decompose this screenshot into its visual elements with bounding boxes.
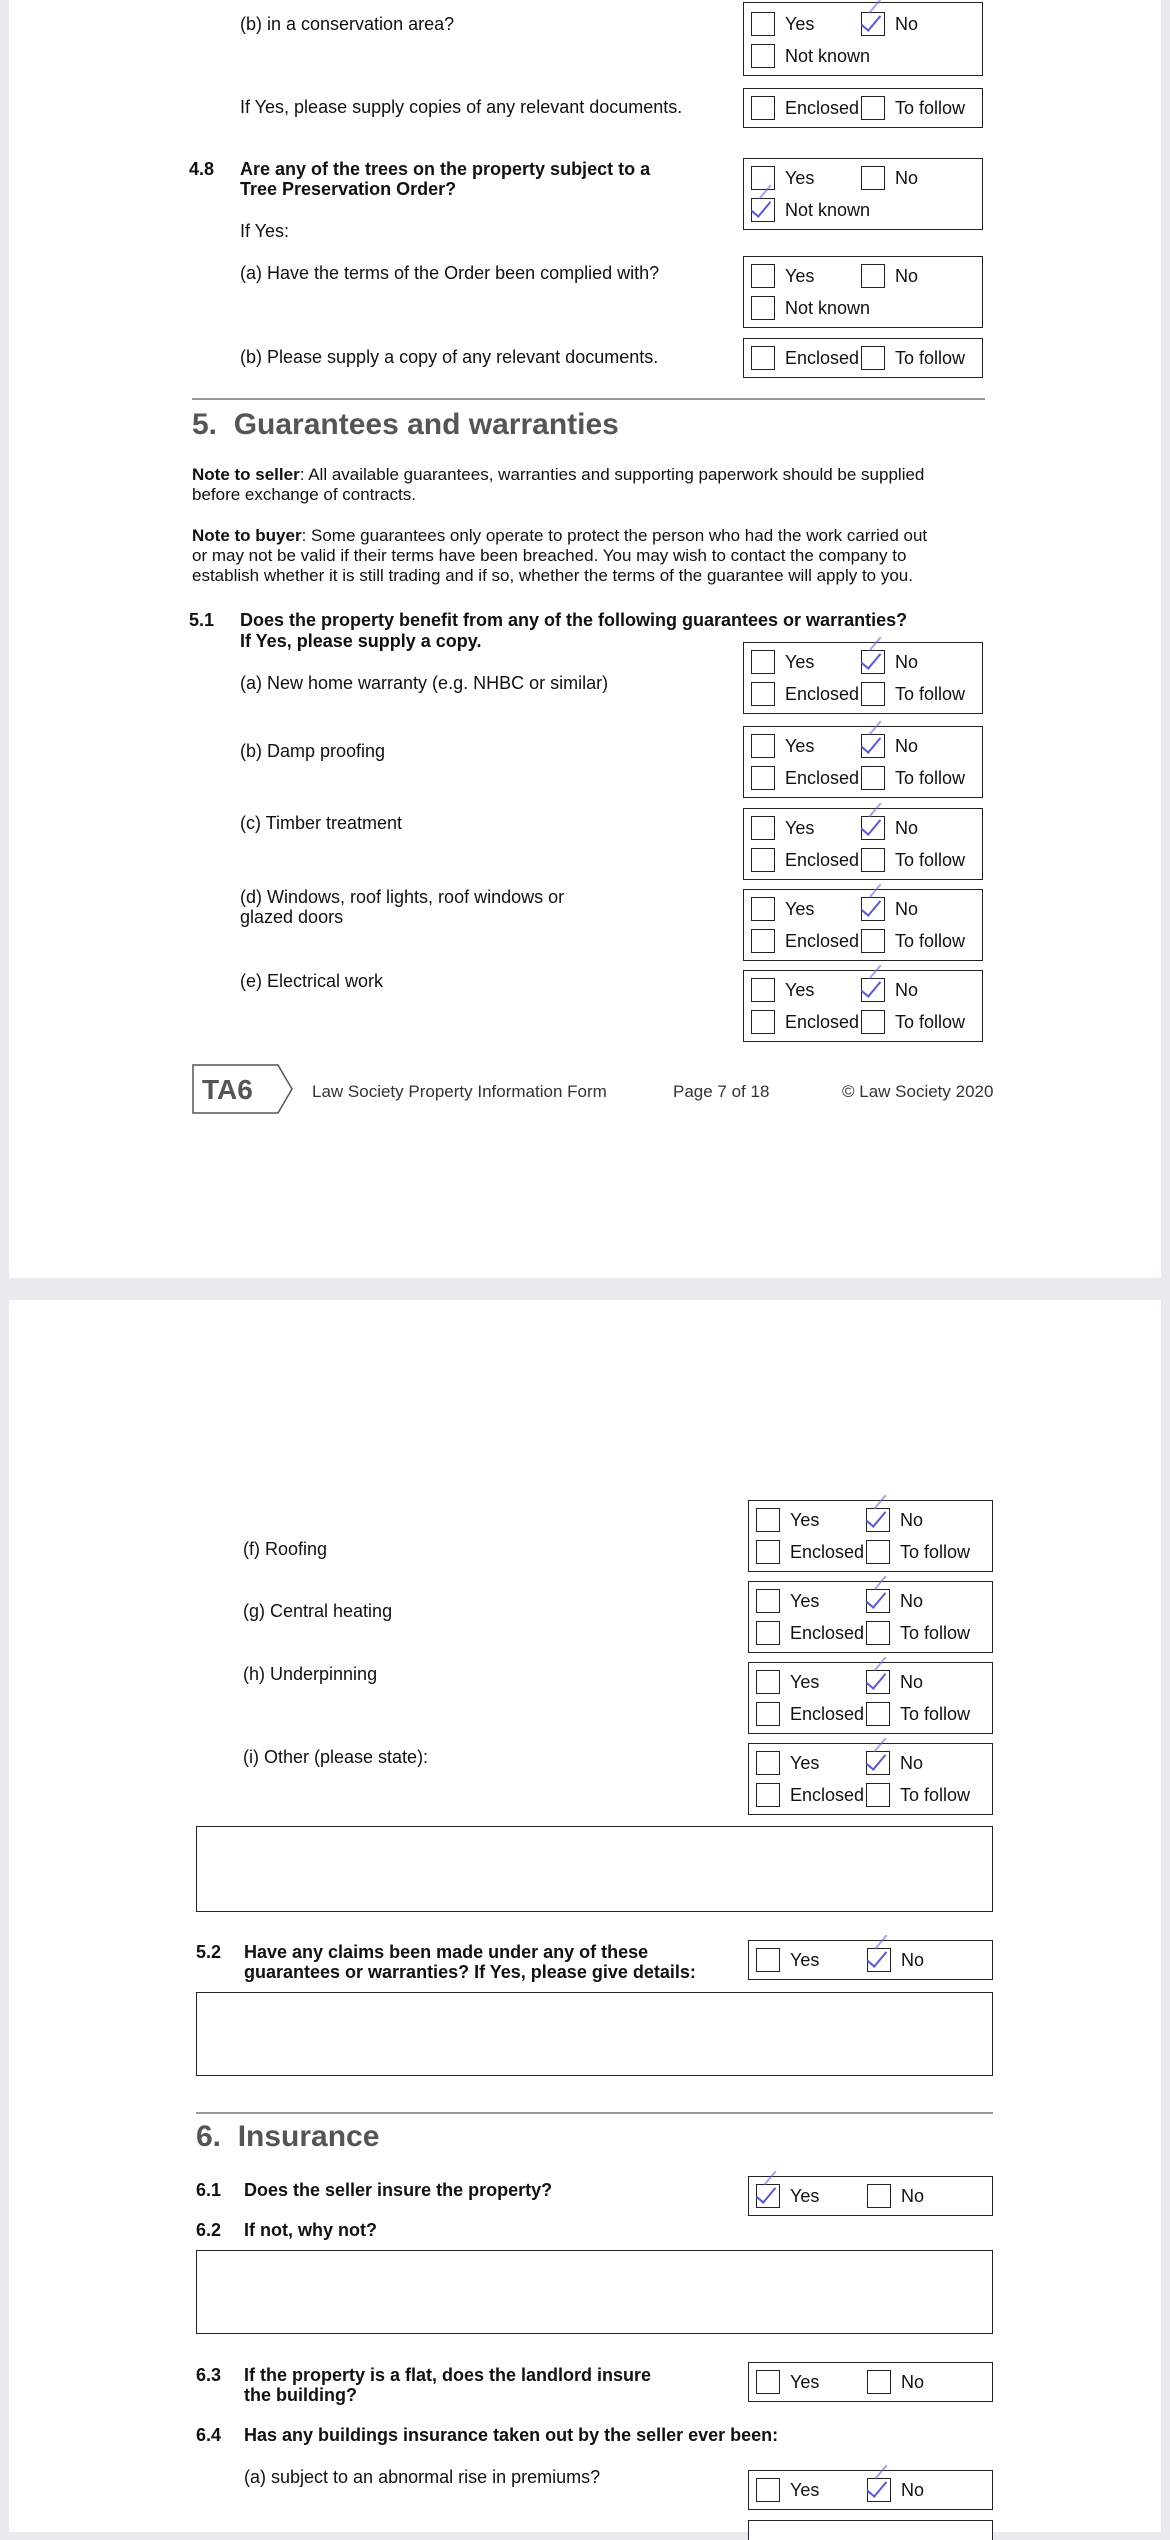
- other-guarantee-details-field[interactable]: [196, 1826, 993, 1912]
- form-page-7: [9, 0, 1161, 1278]
- checkbox[interactable]: [751, 978, 775, 1002]
- q5-1-number: 5.1: [189, 610, 215, 630]
- q4-8a-label: (a) Have the terms of the Order been complied with?: [240, 263, 660, 283]
- guarantee-yes[interactable]: Yes: [756, 1508, 819, 1532]
- q4-8-no[interactable]: No: [861, 166, 918, 190]
- checkbox[interactable]: [756, 1948, 780, 1972]
- checkbox[interactable]: [756, 2478, 780, 2502]
- guarantee-yes[interactable]: Yes: [756, 1589, 819, 1613]
- q6-3-no[interactable]: No: [867, 2370, 924, 2394]
- q4-8b-enclosed[interactable]: Enclosed: [751, 346, 859, 370]
- guarantee-item-label: (i) Other (please state):: [243, 1747, 429, 1767]
- q4-8-not-known[interactable]: Not known: [751, 198, 870, 222]
- guarantee-item-label: (b) Damp proofing: [240, 741, 386, 761]
- q6-4-number: 6.4: [196, 2425, 222, 2445]
- guarantee-enclosed[interactable]: Enclosed: [756, 1702, 864, 1726]
- guarantee-yes[interactable]: Yes: [751, 650, 814, 674]
- q6-2-text: If not, why not?: [244, 2220, 377, 2240]
- checkbox[interactable]: [751, 848, 775, 872]
- checkbox[interactable]: [866, 1783, 890, 1807]
- guarantee-no[interactable]: No: [866, 1508, 923, 1532]
- checkbox[interactable]: [756, 1670, 780, 1694]
- checkbox-checked[interactable]: [861, 978, 885, 1002]
- q4-8a-yes[interactable]: Yes: [751, 264, 814, 288]
- q4-8a-no[interactable]: No: [861, 264, 918, 288]
- claims-details-field[interactable]: [196, 1992, 993, 2076]
- guarantee-to-follow[interactable]: To follow: [866, 1702, 970, 1726]
- guarantee-to-follow[interactable]: To follow: [861, 766, 965, 790]
- guarantee-yes[interactable]: Yes: [756, 1751, 819, 1775]
- q6-1-no[interactable]: No: [867, 2184, 924, 2208]
- guarantee-yes[interactable]: Yes: [751, 978, 814, 1002]
- q5-1-question-line1: Does the property benefit from any of the following guarantees or warranties?: [240, 610, 908, 630]
- checkbox[interactable]: [751, 166, 775, 190]
- guarantee-no[interactable]: No: [861, 897, 918, 921]
- checkbox[interactable]: [861, 929, 885, 953]
- q4-8-number: 4.8: [189, 159, 215, 179]
- checkbox[interactable]: [751, 816, 775, 840]
- q4-8-question-line2: Tree Preservation Order?: [240, 179, 457, 199]
- footer-copyright: © Law Society 2020: [842, 1082, 994, 1101]
- guarantee-item-label: (d) Windows, roof lights, roof windows or: [240, 887, 565, 907]
- checkbox-checked[interactable]: [861, 897, 885, 921]
- section-6-heading: 6. Insurance: [196, 2120, 380, 2153]
- q4-8-if-yes: If Yes:: [240, 221, 290, 241]
- checkbox-checked[interactable]: [861, 12, 885, 36]
- q4-7-docs-enclosed[interactable]: Enclosed: [751, 96, 859, 120]
- q6-3-yes[interactable]: Yes: [756, 2370, 819, 2394]
- q4-8b-label: (b) Please supply a copy of any relevant documents.: [240, 347, 659, 367]
- checkbox[interactable]: [866, 1621, 890, 1645]
- section-divider: [196, 2112, 993, 2114]
- checkbox[interactable]: [751, 96, 775, 120]
- checkbox[interactable]: [756, 1751, 780, 1775]
- checkbox-checked[interactable]: [756, 2184, 780, 2208]
- guarantee-enclosed[interactable]: Enclosed: [751, 1010, 859, 1034]
- checkbox[interactable]: [866, 1540, 890, 1564]
- guarantee-no[interactable]: No: [861, 650, 918, 674]
- guarantee-yes[interactable]: Yes: [751, 816, 814, 840]
- section-divider: [192, 398, 985, 400]
- q6-1-text: Does the seller insure the property?: [244, 2180, 553, 2200]
- q5-2-line1: Have any claims been made under any of these: [244, 1942, 649, 1962]
- q4-7b-not-known[interactable]: Not known: [751, 44, 870, 68]
- checkbox[interactable]: [751, 346, 775, 370]
- guarantee-to-follow[interactable]: To follow: [861, 929, 965, 953]
- guarantee-item-label: (h) Underpinning: [243, 1664, 378, 1684]
- checkbox[interactable]: [756, 2370, 780, 2394]
- q4-7-docs-to-follow[interactable]: To follow: [861, 96, 965, 120]
- guarantee-to-follow[interactable]: To follow: [866, 1540, 970, 1564]
- q4-8b-to-follow[interactable]: To follow: [861, 346, 965, 370]
- q4-7b-label: (b) in a conservation area?: [240, 14, 455, 34]
- checkbox[interactable]: [756, 1508, 780, 1532]
- checkbox[interactable]: [751, 682, 775, 706]
- checkbox[interactable]: [867, 2184, 891, 2208]
- q6-3-line2: the building?: [244, 2385, 357, 2405]
- checkbox-checked[interactable]: [866, 1508, 890, 1532]
- guarantee-item-label-line2: glazed doors: [240, 907, 344, 927]
- footer-form-code: TA6: [202, 1074, 253, 1105]
- guarantee-yes[interactable]: Yes: [751, 734, 814, 758]
- guarantee-enclosed[interactable]: Enclosed: [756, 1783, 864, 1807]
- checkbox[interactable]: [751, 734, 775, 758]
- guarantee-to-follow[interactable]: To follow: [861, 682, 965, 706]
- checkbox[interactable]: [861, 1010, 885, 1034]
- guarantee-to-follow[interactable]: To follow: [866, 1783, 970, 1807]
- guarantee-no[interactable]: No: [861, 978, 918, 1002]
- guarantee-enclosed[interactable]: Enclosed: [756, 1540, 864, 1564]
- checkbox-checked[interactable]: [866, 1751, 890, 1775]
- q6-1-yes[interactable]: Yes: [756, 2184, 819, 2208]
- q6-4a-no[interactable]: No: [867, 2478, 924, 2502]
- guarantee-yes[interactable]: Yes: [756, 1670, 819, 1694]
- insurance-reason-field[interactable]: [196, 2250, 993, 2334]
- checkbox-checked[interactable]: [866, 1589, 890, 1613]
- q6-3-line1: If the property is a flat, does the landlord insure: [244, 2365, 652, 2385]
- checkbox[interactable]: [756, 1540, 780, 1564]
- q6-4a-label: (a) subject to an abnormal rise in premiums?: [244, 2467, 601, 2487]
- guarantee-item-label: (g) Central heating: [243, 1601, 393, 1621]
- guarantee-no[interactable]: No: [861, 816, 918, 840]
- guarantee-to-follow[interactable]: To follow: [866, 1621, 970, 1645]
- guarantee-item-label: (c) Timber treatment: [240, 813, 403, 833]
- guarantee-to-follow[interactable]: To follow: [861, 848, 965, 872]
- checkbox[interactable]: [751, 264, 775, 288]
- checkbox[interactable]: [861, 166, 885, 190]
- footer-page-number: Page 7 of 18: [673, 1082, 770, 1101]
- checkbox-checked[interactable]: [861, 816, 885, 840]
- checkbox[interactable]: [751, 12, 775, 36]
- guarantee-to-follow[interactable]: To follow: [861, 1010, 965, 1034]
- q6-3-number: 6.3: [196, 2365, 222, 2385]
- form-page-8: [9, 1300, 1161, 2532]
- checkbox[interactable]: [861, 848, 885, 872]
- guarantee-item-label: (a) New home warranty (e.g. NHBC or similar): [240, 673, 609, 693]
- q5-2-yes[interactable]: Yes: [756, 1948, 819, 1972]
- checkbox-checked[interactable]: [866, 1670, 890, 1694]
- note-to-seller: Note to seller: All available guarantees, warranties and supporting paperwork should be supplied before exchange of contracts.: [192, 465, 925, 504]
- footer-form-name: Law Society Property Information Form: [312, 1082, 607, 1101]
- checkbox[interactable]: [756, 1621, 780, 1645]
- checkbox-checked[interactable]: [867, 1948, 891, 1972]
- q6-4-text: Has any buildings insurance taken out by the seller ever been:: [244, 2425, 779, 2445]
- guarantee-item-label: (f) Roofing: [243, 1539, 328, 1559]
- q6-2-number: 6.2: [196, 2220, 222, 2240]
- note-to-buyer: Note to buyer: Some guarantees only operate to protect the person who had the work carried out or may not be valid if their terms have been breached. You may wish to contact the company to establish whether it is still trading and if so, whether the terms of the guarantee will apply to you.: [192, 526, 928, 585]
- q4-8-yes[interactable]: Yes: [751, 166, 814, 190]
- q6-1-number: 6.1: [196, 2180, 222, 2200]
- q5-1-question-line2: If Yes, please supply a copy.: [240, 631, 482, 651]
- q4-7-docs-label: If Yes, please supply copies of any relevant documents.: [240, 97, 683, 117]
- checkbox[interactable]: [866, 1702, 890, 1726]
- guarantee-enclosed[interactable]: Enclosed: [751, 682, 859, 706]
- guarantee-enclosed[interactable]: Enclosed: [751, 766, 859, 790]
- checkbox[interactable]: [751, 766, 775, 790]
- checkbox[interactable]: [861, 264, 885, 288]
- guarantee-enclosed[interactable]: Enclosed: [751, 848, 859, 872]
- checkbox-checked[interactable]: [861, 650, 885, 674]
- checkbox[interactable]: [751, 929, 775, 953]
- guarantee-no[interactable]: No: [866, 1751, 923, 1775]
- checkbox-checked[interactable]: [867, 2478, 891, 2502]
- guarantee-enclosed[interactable]: Enclosed: [751, 929, 859, 953]
- q4-8a-not-known[interactable]: Not known: [751, 296, 870, 320]
- q5-2-number: 5.2: [196, 1942, 222, 1962]
- q4-8-question-line1: Are any of the trees on the property subject to a: [240, 159, 651, 179]
- section-5-heading: 5. Guarantees and warranties: [192, 408, 619, 441]
- checkbox[interactable]: [751, 897, 775, 921]
- checkbox[interactable]: [861, 96, 885, 120]
- checkbox[interactable]: [861, 682, 885, 706]
- guarantee-enclosed[interactable]: Enclosed: [756, 1621, 864, 1645]
- checkbox[interactable]: [751, 1010, 775, 1034]
- guarantee-no[interactable]: No: [866, 1589, 923, 1613]
- checkbox-checked[interactable]: [751, 198, 775, 222]
- q4-7b-yes[interactable]: Yes: [751, 12, 814, 36]
- checkbox[interactable]: [867, 2370, 891, 2394]
- guarantee-no[interactable]: No: [866, 1670, 923, 1694]
- checkbox[interactable]: [751, 44, 775, 68]
- guarantee-item-label: (e) Electrical work: [240, 971, 384, 991]
- checkbox[interactable]: [756, 1589, 780, 1613]
- checkbox-checked[interactable]: [861, 734, 885, 758]
- checkbox[interactable]: [756, 1702, 780, 1726]
- q5-2-line2: guarantees or warranties? If Yes, please give details:: [244, 1962, 696, 1982]
- q5-2-no[interactable]: No: [867, 1948, 924, 1972]
- guarantee-no[interactable]: No: [861, 734, 918, 758]
- checkbox[interactable]: [756, 1783, 780, 1807]
- checkbox[interactable]: [861, 346, 885, 370]
- next-answer-box-partial: [748, 2520, 993, 2540]
- guarantee-yes[interactable]: Yes: [751, 897, 814, 921]
- checkbox[interactable]: [861, 766, 885, 790]
- checkbox[interactable]: [751, 296, 775, 320]
- checkbox[interactable]: [751, 650, 775, 674]
- q6-4a-yes[interactable]: Yes: [756, 2478, 819, 2502]
- q4-7b-no[interactable]: No: [861, 12, 918, 36]
